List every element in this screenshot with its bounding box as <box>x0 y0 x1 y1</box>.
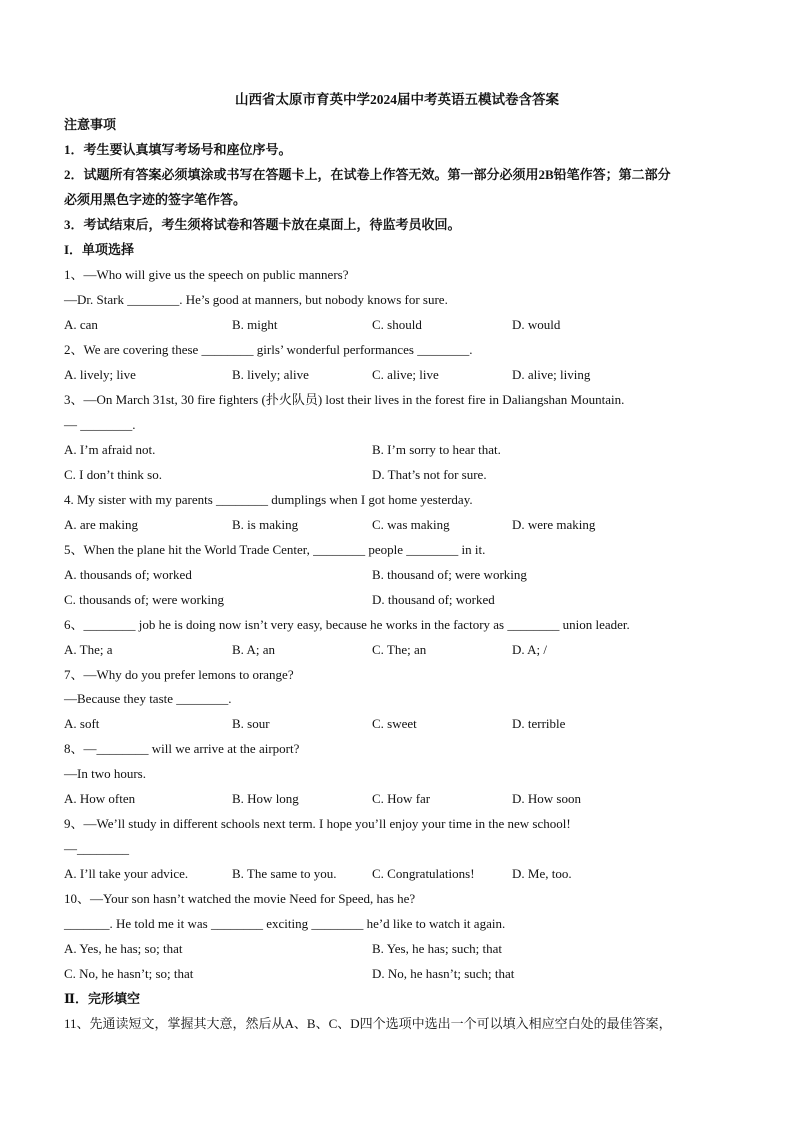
option-c: C. should <box>372 317 422 332</box>
option-c: C. How far <box>372 791 431 806</box>
option-a: A. The; a <box>64 642 113 657</box>
option-c: C. The; an <box>372 642 427 657</box>
option-a: A. I’ll take your advice. <box>64 866 189 881</box>
option-c: C. Congratulations! <box>372 866 475 881</box>
option-b: B. How long <box>232 791 299 806</box>
question-stem: 5、When the plane hit the World Trade Center, ________ people ________ in it. <box>64 542 486 557</box>
option-d: D. thousand of; worked <box>372 592 495 607</box>
question-stem: 4. My sister with my parents ________ dumplings when I got home yesterday. <box>64 492 473 507</box>
option-b: B. is making <box>232 517 299 532</box>
notice-item: 3．考试结束后，考生须将试卷和答题卡放在桌面上，待监考员收回。 <box>64 217 461 232</box>
option-c: C. thousands of; were working <box>64 592 224 607</box>
option-b: B. lively; alive <box>232 367 309 382</box>
option-d: D. terrible <box>512 716 566 731</box>
page-title: 山西省太原市育英中学2024届中考英语五模试卷含答案 <box>235 92 559 107</box>
option-a: A. thousands of; worked <box>64 567 192 582</box>
option-d: D. alive; living <box>512 367 591 382</box>
option-d: D. How soon <box>512 791 581 806</box>
option-c: C. sweet <box>372 716 417 731</box>
section-heading-cloze: Ⅱ．完形填空 <box>64 991 140 1006</box>
question-stem: _______. He told me it was ________ exciting ________ he’d like to watch it again. <box>64 916 506 931</box>
question-stem: 7、—Why do you prefer lemons to orange? <box>64 667 294 682</box>
option-a: A. How often <box>64 791 136 806</box>
option-a: A. are making <box>64 517 139 532</box>
option-a: A. soft <box>64 716 100 731</box>
option-c: C. No, he hasn’t; so; that <box>64 966 194 981</box>
option-d: D. A; / <box>512 642 548 657</box>
option-b: B. Yes, he has; such; that <box>372 941 502 956</box>
option-d: D. would <box>512 317 561 332</box>
question-stem: 3、—On March 31st, 30 fire fighters (扑火队员) lost their lives in the forest fire in Daliangshan Mountain. <box>64 392 625 407</box>
option-a: A. can <box>64 317 98 332</box>
option-b: B. I’m sorry to hear that. <box>372 442 501 457</box>
question-stem: 6、________ job he is doing now isn’t very easy, because he works in the factory as ________ union leader. <box>64 617 630 632</box>
question-stem: 10、—Your son hasn’t watched the movie Need for Speed, has he? <box>64 891 416 906</box>
option-c: C. was making <box>372 517 450 532</box>
question-stem: 9、—We’ll study in different schools next term. I hope you’ll enjoy your time in the new school! <box>64 816 571 831</box>
section-heading-single-choice: I．单项选择 <box>64 242 135 257</box>
option-b: B. thousand of; were working <box>372 567 527 582</box>
question-stem: —In two hours. <box>64 766 146 781</box>
option-b: B. A; an <box>232 642 275 657</box>
question-stem: 8、—________ will we arrive at the airport? <box>64 741 300 756</box>
option-d: D. Me, too. <box>512 866 572 881</box>
option-b: B. sour <box>232 716 270 731</box>
option-a: A. I’m afraid not. <box>64 442 156 457</box>
question-stem: 11、先通读短文，掌握其大意，然后从A、B、C、D四个选项中选出一个可以填入相应空白处的最佳答案， <box>64 1016 672 1031</box>
option-a: A. lively; live <box>64 367 136 382</box>
question-stem: 1、—Who will give us the speech on public manners? <box>64 267 349 282</box>
option-c: C. alive; live <box>372 367 439 382</box>
option-c: C. I don’t think so. <box>64 467 162 482</box>
notice-item: 必须用黑色字迹的签字笔作答。 <box>64 192 247 207</box>
question-stem: —Because they taste ________. <box>64 691 232 706</box>
question-stem: — ________. <box>64 417 136 432</box>
option-d: D. No, he hasn’t; such; that <box>372 966 515 981</box>
option-b: B. The same to you. <box>232 866 337 881</box>
question-stem: —Dr. Stark ________. He’s good at manners, but nobody knows for sure. <box>64 292 448 307</box>
question-stem: 2、We are covering these ________ girls’ wonderful performances ________. <box>64 342 473 357</box>
option-d: D. were making <box>512 517 596 532</box>
option-a: A. Yes, he has; so; that <box>64 941 183 956</box>
question-stem: —________ <box>64 841 129 856</box>
option-b: B. might <box>232 317 278 332</box>
notice-item: 2．试题所有答案必须填涂或书写在答题卡上，在试卷上作答无效。第一部分必须用2B铅笔作答；第二部分 <box>64 167 671 182</box>
option-d: D. That’s not for sure. <box>372 467 487 482</box>
notice-item: 1．考生要认真填写考场号和座位序号。 <box>64 142 292 157</box>
notice-heading: 注意事项 <box>64 117 117 132</box>
